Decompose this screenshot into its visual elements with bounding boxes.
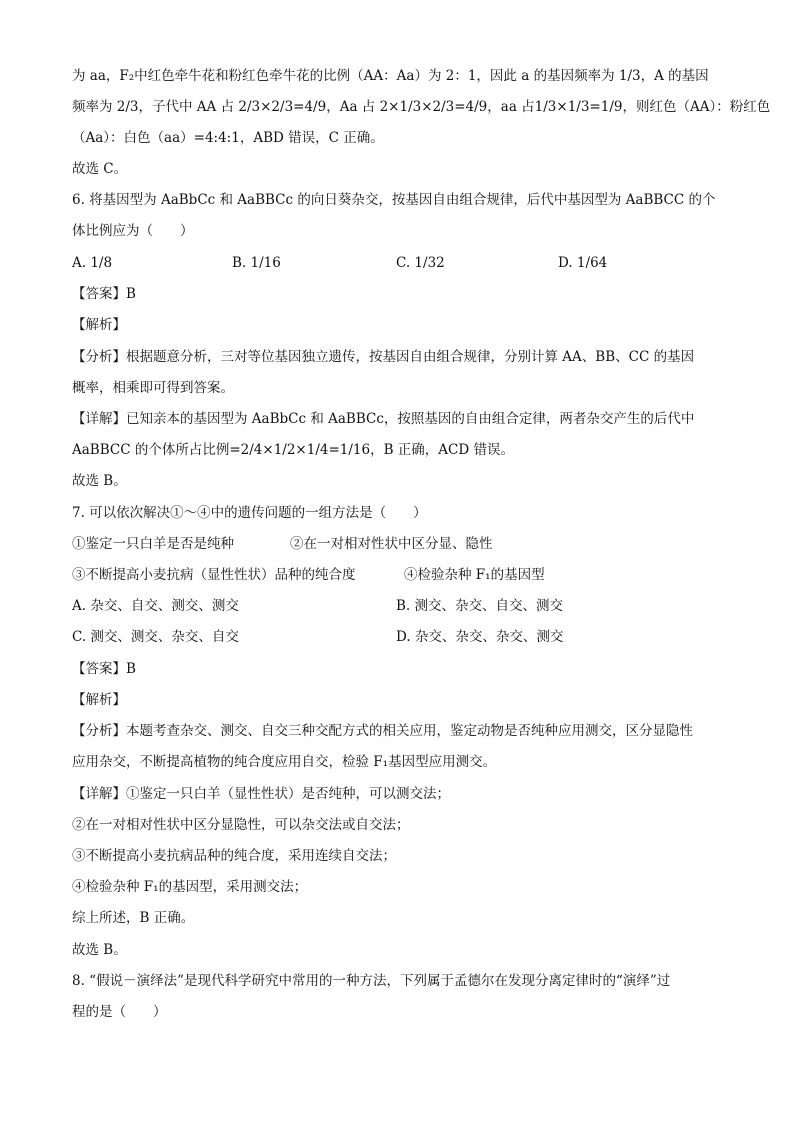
answer-conclusion: 故选 B。 (72, 473, 127, 489)
text-line: ③不断提高小麦抗病品种的纯合度，采用连续自交法； (72, 848, 396, 864)
answer-conclusion: 故选 B。 (72, 942, 127, 958)
text-line: 综上所述，B 正确。 (72, 910, 195, 926)
text-line: ④检验杂种 F₁的基因型，采用测交法； (72, 879, 308, 895)
answer-label: 【答案】B (72, 286, 136, 302)
analysis-label: 【解析】 (72, 692, 126, 708)
text-line: ②在一对相对性状中区分显隐性，可以杂交法或自交法； (72, 817, 410, 833)
text-line: 【分析】根据题意分析，三对等位基因独立遗传，按基因自由组合规律，分别计算 AA、BB、CC 的基因 (72, 349, 695, 365)
text-line: 概率，相乘即可得到答案。 (72, 380, 234, 396)
q7-option-c: C. 测交、测交、杂交、自交 (72, 629, 239, 645)
q7-option-d: D. 杂交、杂交、杂交、测交 (396, 629, 564, 645)
text-line: AaBBCC 的个体所占比例=2/4×1/2×1/4=1/16，B 正确，ACD 错误。 (72, 442, 514, 458)
text-line: 【详解】①鉴定一只白羊（显性性状）是否纯种，可以测交法； (72, 786, 450, 802)
q6-option-c: C. 1/32 (396, 255, 445, 271)
q6-option-a: A. 1/8 (72, 255, 113, 271)
question-7-stem: 7. 可以依次解决①～④中的遗传问题的一组方法是（ ） (72, 505, 427, 521)
q6-option-d: D. 1/64 (558, 255, 608, 271)
q7-option-b: B. 测交、杂交、自交、测交 (396, 598, 564, 614)
text-line: 频率为 2/3，子代中 AA 占 2/3×2/3=4/9，Aa 占 2×1/3×2/3=4/9，aa 占1/3×1/3=1/9，则红色（AA）：粉红色 (72, 99, 771, 115)
text-line: 应用杂交，不断提高植物的纯合度应用自交，检验 F₁基因型应用测交。 (72, 754, 497, 770)
q7-item-4: ④检验杂种 F₁的基因型 (404, 567, 545, 583)
q7-item-1: ①鉴定一只白羊是否是纯种 (72, 536, 234, 552)
question-6-stem: 6. 将基因型为 AaBbCc 和 AaBBCc 的向日葵杂交，按基因自由组合规律，后代中基因型为 AaBBCC 的个 (72, 192, 716, 208)
text-line: （Aa）：白色（aa）=4:4:1，ABD 错误，C 正确。 (72, 130, 384, 146)
question-8-stem: 程的是（ ） (72, 1004, 167, 1020)
q7-item-2: ②在一对相对性状中区分显、隐性 (290, 536, 493, 552)
q7-option-a: A. 杂交、自交、测交、测交 (72, 598, 239, 614)
question-6-stem: 体比例应为（ ） (72, 223, 194, 239)
answer-label: 【答案】B (72, 661, 136, 677)
q6-option-b: B. 1/16 (232, 255, 281, 271)
question-8-stem: 8. “假说－演绎法”是现代科学研究中常用的一种方法，下列属于孟德尔在发现分离定律时的“演绎”过 (72, 973, 671, 989)
analysis-label: 【解析】 (72, 317, 126, 333)
text-line: 【详解】已知亲本的基因型为 AaBbCc 和 AaBBCc，按照基因的自由组合定律，两者杂交产生的后代中 (72, 411, 695, 427)
text-line: 为 aa，F₂中红色牵牛花和粉红色牵牛花的比例（AA：Aa）为 2：1，因此 a 的基因频率为 1/3，A 的基因 (72, 68, 709, 84)
text-line: 【分析】本题考查杂交、测交、自交三种交配方式的相关应用，鉴定动物是否纯种应用测交，区分显隐性 (72, 723, 693, 739)
answer-conclusion: 故选 C。 (72, 161, 128, 177)
q7-item-3: ③不断提高小麦抗病（显性性状）品种的纯合度 (72, 567, 356, 583)
